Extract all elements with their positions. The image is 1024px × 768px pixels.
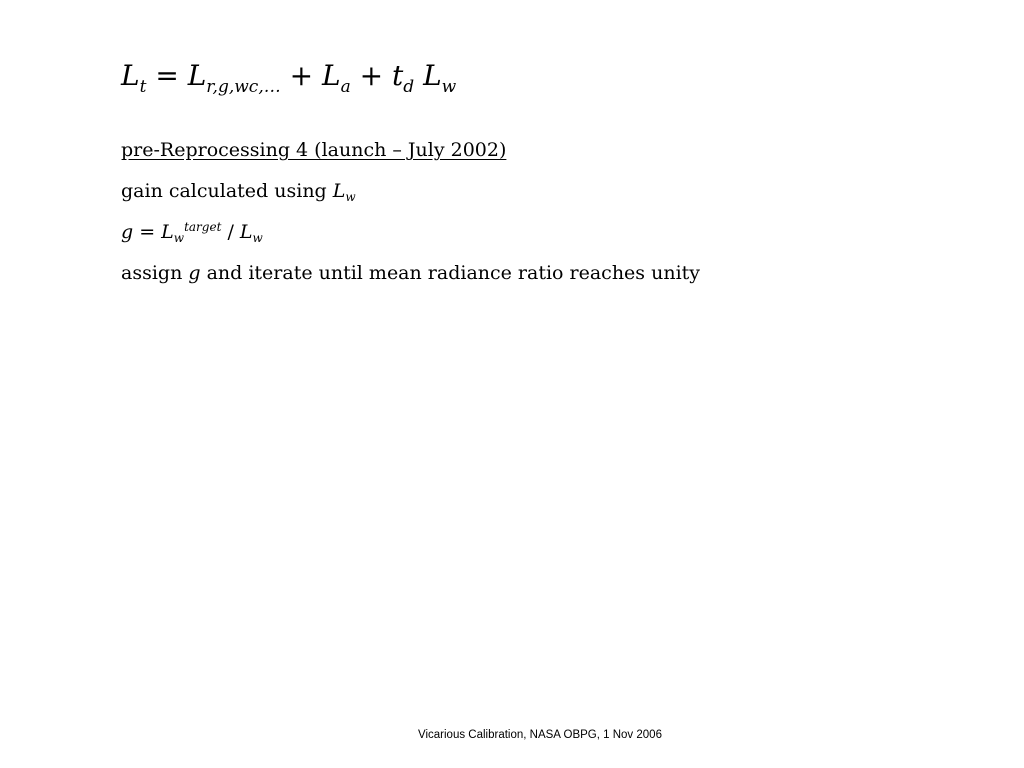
g-var: g xyxy=(121,221,134,243)
lt-var: L xyxy=(121,59,140,92)
space xyxy=(414,59,423,92)
lw-var: L xyxy=(423,59,442,92)
equals-sign: = xyxy=(146,59,188,92)
iterate-text: and iterate until mean radiance ratio reaches unity xyxy=(200,262,701,284)
radiance-equation xyxy=(121,56,456,96)
section-heading: pre-Reprocessing 4 (launch – July 2002) xyxy=(121,139,507,161)
gain-calculation-text: gain calculated using xyxy=(121,180,333,202)
plus-sign: + xyxy=(280,59,322,92)
gain-calculation-line xyxy=(121,178,356,204)
lw-target-subscript: w xyxy=(173,231,185,245)
la-var: L xyxy=(322,59,341,92)
la-subscript: a xyxy=(340,77,351,97)
gain-formula xyxy=(121,219,263,245)
lw-var: L xyxy=(332,180,346,202)
lw-var: L xyxy=(239,221,253,243)
equals-sign: = xyxy=(133,221,162,243)
g-var: g xyxy=(188,262,201,284)
slide-footer: Vicarious Calibration, NASA OBPG, 1 Nov 2006 xyxy=(418,729,662,741)
lrgwc-subscript: r,g,wc,… xyxy=(206,77,281,97)
division-slash: / xyxy=(221,221,240,243)
td-var: t xyxy=(392,59,404,92)
td-subscript: d xyxy=(403,77,415,97)
lt-subscript: t xyxy=(139,77,147,97)
lw-subscript: w xyxy=(441,77,457,97)
lw-subscript: w xyxy=(345,190,356,204)
lrgwc-var: L xyxy=(187,59,207,92)
assign-iterate-line xyxy=(121,260,700,286)
lw-subscript: w xyxy=(252,231,263,245)
plus-sign: + xyxy=(350,59,392,92)
target-superscript: target xyxy=(184,220,222,234)
lw-target-var: L xyxy=(161,221,174,243)
assign-text: assign xyxy=(121,262,189,284)
